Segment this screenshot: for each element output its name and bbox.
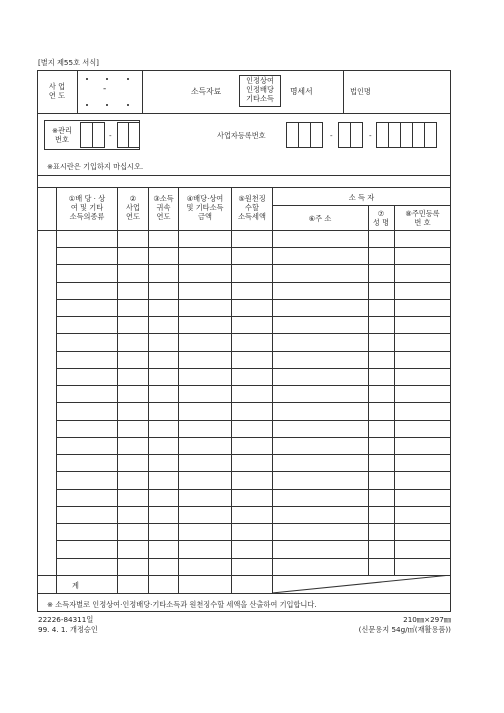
total-diagonal <box>272 575 451 593</box>
col-address-header: ⑥주 소 <box>308 214 332 223</box>
biz-reg-digit-10[interactable] <box>424 122 437 148</box>
footnote: ※ 소득자별로 인정상여·인정배당·기타소득과 원천징수할 세액을 산출하여 기입합니다. <box>47 600 317 609</box>
col-attribution-year-header: ③소득 귀속 연도 <box>153 194 174 221</box>
col-biz-year-header: ② 사업 연도 <box>126 194 140 221</box>
form-code: 22226-84311일 <box>38 615 94 624</box>
col-amount-header: ④배당·상여 및 기타소득 금액 <box>186 194 224 221</box>
col-earner-header: 소 득 자 <box>348 193 375 202</box>
total-label: 계 <box>72 581 79 590</box>
year-dash: - <box>103 84 107 94</box>
year-input[interactable] <box>81 76 138 108</box>
corp-name-input[interactable] <box>380 75 448 109</box>
col-name-header: ⑦ 성 명 <box>372 209 390 227</box>
notice-text: ※표시란은 기입하지 마십시오. <box>47 162 144 171</box>
income-types: 인정상여 인정배당 기타소득 <box>246 76 274 103</box>
approval-date: 99. 4. 1. 개정승인 <box>38 625 98 634</box>
paper-size: 210㎜×297㎜ <box>403 615 451 624</box>
corp-name-label: 법인명 <box>350 87 371 96</box>
form-label: [별지 제55호 서식] <box>38 58 99 67</box>
mgmt-digit-2[interactable] <box>92 122 105 148</box>
mgmt-digit-4[interactable] <box>128 122 140 148</box>
col-resident-number-header: ⑧주민등록 번 호 <box>405 209 440 227</box>
mgmt-number-label: ※관리 번호 <box>52 126 72 144</box>
biz-reg-digit-3[interactable] <box>310 122 323 148</box>
year-label: 사 업 연 도 <box>48 82 66 100</box>
biz-reg-label: 사업자등록번호 <box>217 131 266 140</box>
paper-spec: (신문용지 54g/㎡(재활용품)) <box>358 625 451 634</box>
col-income-kind-header: ①배 당 · 상 여 및 기타 소득의종류 <box>68 194 106 221</box>
data-rows-area[interactable] <box>56 230 451 575</box>
income-prefix: 소득자료 <box>191 87 222 96</box>
biz-reg-digit-5[interactable] <box>350 122 363 148</box>
col-withholding-tax-header: ⑤원천징 수할 소득세액 <box>238 194 266 221</box>
statement-title: 명세서 <box>290 87 313 96</box>
